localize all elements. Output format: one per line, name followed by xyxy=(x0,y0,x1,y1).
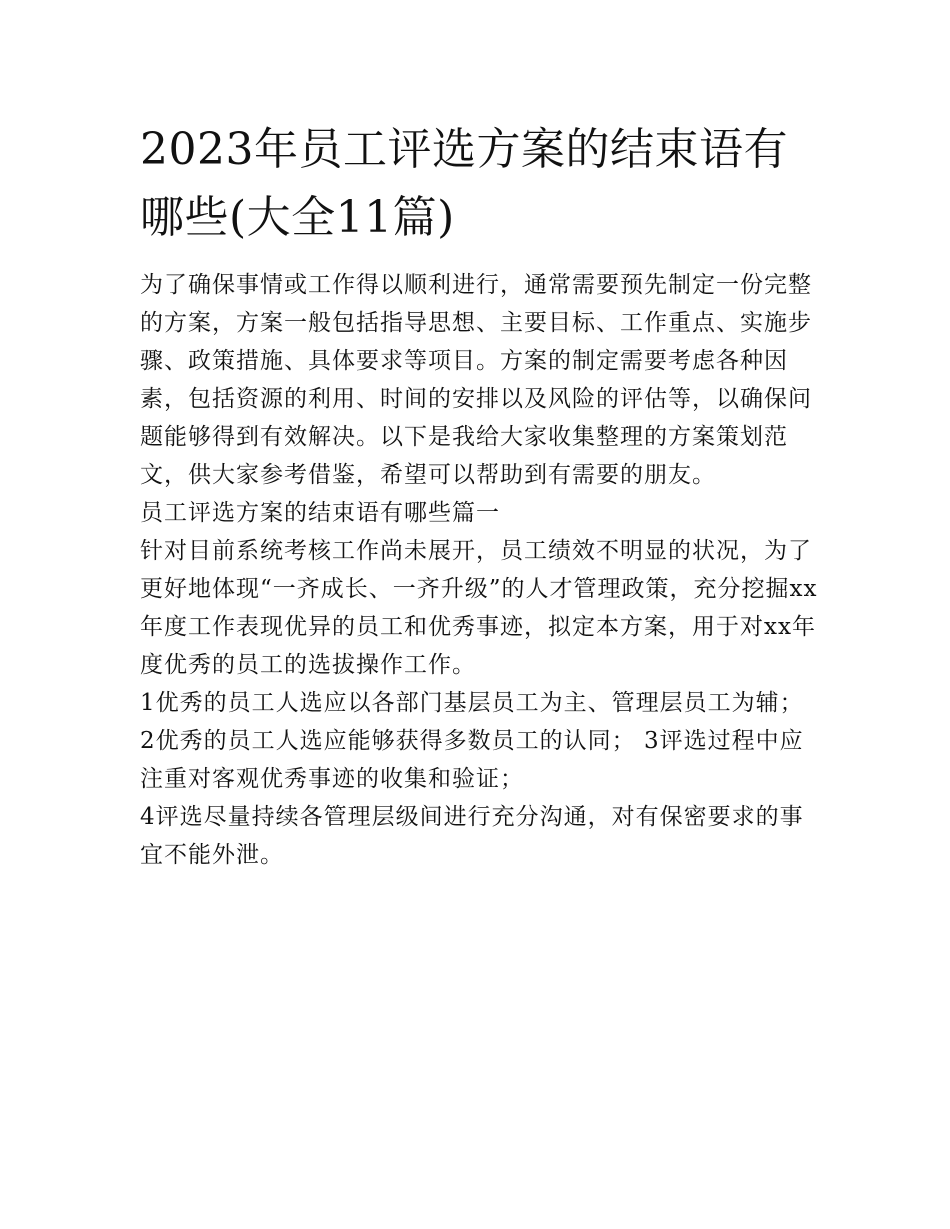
document-title: 2023年员工评选方案的结束语有哪些(大全11篇) xyxy=(140,124,788,243)
document-body xyxy=(140,116,820,874)
body-paragraph: 4评选尽量持续各管理层级间进行充分沟通，对有保密要求的事宜不能外泄。 xyxy=(140,804,804,868)
body-paragraph: 针对目前系统考核工作尚未展开，员工绩效不明显的状况，为了更好地体现“一齐成长、一齐升级”的人才管理政策，充分挖掘xx年度工作表现优异的员工和优秀事迹，拟定本方案，用于对xx年度优秀的员工的选拔操作工作。 xyxy=(140,538,818,678)
intro-paragraph: 为了确保事情或工作得以顺利进行，通常需要预先制定一份完整的方案，方案一般包括指导思想、主要目标、工作重点、实施步骤、政策措施、具体要求等项目。方案的制定需要考虑各种因素，包括资源的利用、时间的安排以及风险的评估等，以确保问题能够得到有效解决。以下是我给大家收集整理的方案策划范文，供大家参考借鉴，希望可以帮助到有需要的朋友。 xyxy=(140,272,812,488)
body-paragraph: 1优秀的员工人选应以各部门基层员工为主、管理层员工为辅； 2优秀的员工人选应能够获得多数员工的认同； 3评选过程中应注重对客观优秀事迹的收集和验证； xyxy=(140,690,804,792)
section-heading: 员工评选方案的结束语有哪些篇一 xyxy=(140,500,500,526)
